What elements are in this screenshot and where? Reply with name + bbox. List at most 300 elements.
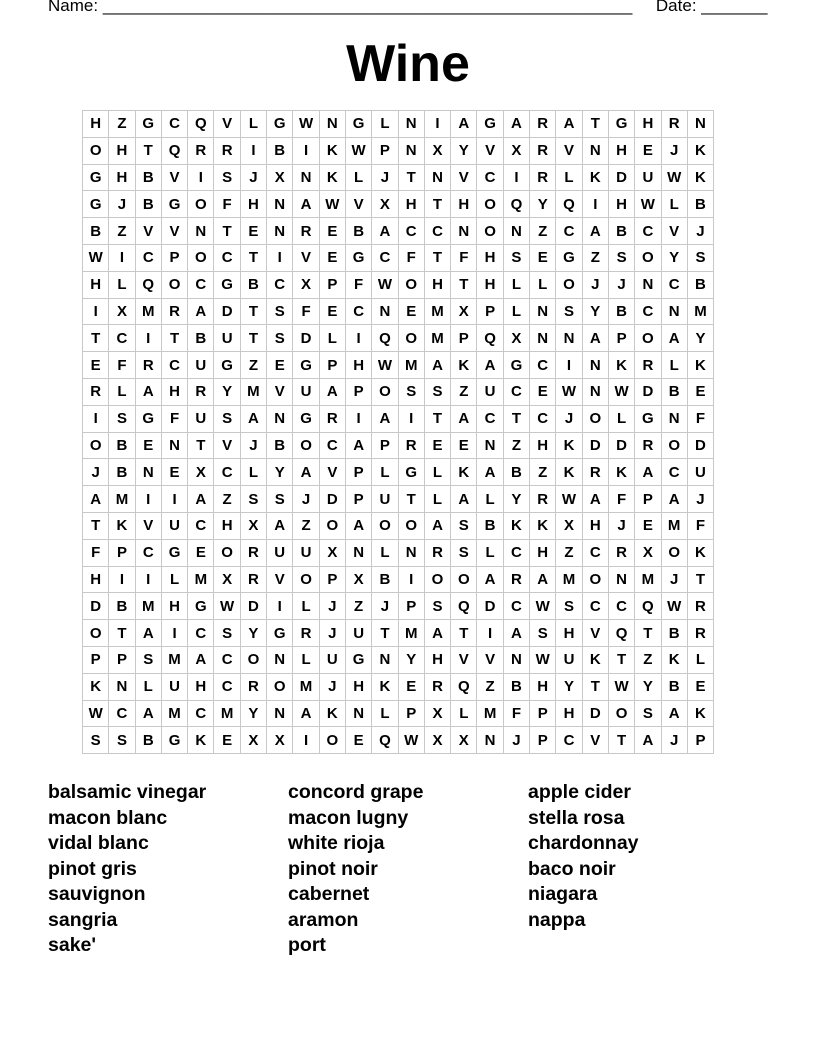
grid-cell: J	[319, 620, 345, 647]
grid-cell: J	[661, 566, 687, 593]
grid-cell: R	[530, 164, 556, 191]
grid-cell: R	[240, 539, 266, 566]
grid-cell: L	[109, 271, 135, 298]
grid-cell: L	[556, 164, 582, 191]
word-list-item: niagara	[528, 883, 598, 905]
grid-cell: C	[503, 378, 529, 405]
grid-cell: C	[582, 593, 608, 620]
grid-cell: O	[161, 271, 187, 298]
grid-cell: X	[345, 566, 371, 593]
grid-cell: G	[503, 352, 529, 379]
grid-cell: A	[319, 378, 345, 405]
grid-cell: T	[135, 137, 161, 164]
grid-cell: G	[398, 459, 424, 486]
grid-cell: V	[267, 566, 293, 593]
grid-cell: D	[214, 298, 240, 325]
grid-cell: N	[398, 137, 424, 164]
grid-cell: X	[424, 700, 450, 727]
grid-cell: Z	[240, 352, 266, 379]
grid-cell: K	[687, 700, 713, 727]
grid-cell: M	[135, 298, 161, 325]
grid-cell: S	[214, 405, 240, 432]
grid-cell: U	[293, 539, 319, 566]
grid-cell: O	[319, 512, 345, 539]
grid-cell: B	[345, 218, 371, 245]
grid-cell: L	[424, 459, 450, 486]
grid-cell: Y	[582, 298, 608, 325]
word-list-item: balsamic vinegar	[48, 781, 207, 803]
grid-cell: X	[372, 191, 398, 218]
grid-cell: Q	[503, 191, 529, 218]
grid-cell: M	[556, 566, 582, 593]
grid-cell: R	[161, 298, 187, 325]
grid-cell: D	[477, 593, 503, 620]
grid-cell: A	[451, 111, 477, 138]
grid-cell: R	[503, 566, 529, 593]
grid-cell: X	[293, 271, 319, 298]
grid-cell: B	[608, 218, 634, 245]
grid-cell: I	[188, 164, 214, 191]
grid-cell: R	[319, 405, 345, 432]
grid-cell: A	[582, 325, 608, 352]
word-list-item: stella rosa	[528, 806, 625, 829]
grid-cell: V	[582, 727, 608, 754]
word-list-item: macon blanc	[48, 806, 168, 829]
grid-cell: A	[556, 111, 582, 138]
grid-cell: P	[451, 325, 477, 352]
grid-cell: C	[556, 218, 582, 245]
grid-cell: Y	[240, 700, 266, 727]
grid-cell: E	[319, 298, 345, 325]
grid-cell: D	[608, 432, 634, 459]
grid-cell: E	[214, 727, 240, 754]
grid-cell: A	[293, 700, 319, 727]
grid-cell: O	[608, 700, 634, 727]
grid-row	[83, 512, 714, 539]
grid-cell: C	[556, 727, 582, 754]
grid-cell: F	[687, 512, 713, 539]
grid-cell: C	[477, 405, 503, 432]
grid-cell: L	[687, 646, 713, 673]
grid-cell: B	[240, 271, 266, 298]
grid-cell: I	[398, 405, 424, 432]
grid-cell: M	[161, 646, 187, 673]
grid-cell: I	[109, 244, 135, 271]
word-search-grid	[82, 110, 714, 754]
grid-cell: L	[345, 164, 371, 191]
grid-cell: L	[372, 539, 398, 566]
grid-cell: X	[424, 137, 450, 164]
grid-cell: H	[556, 700, 582, 727]
word-list-item: sake'	[48, 934, 97, 956]
grid-cell: D	[83, 593, 109, 620]
grid-cell: H	[240, 191, 266, 218]
grid-cell: F	[398, 244, 424, 271]
grid-cell: P	[109, 646, 135, 673]
page-title: Wine	[346, 35, 470, 93]
grid-cell: T	[608, 727, 634, 754]
grid-cell: C	[161, 352, 187, 379]
grid-cell: P	[161, 244, 187, 271]
grid-cell: D	[240, 593, 266, 620]
grid-cell: K	[687, 539, 713, 566]
grid-cell: U	[687, 459, 713, 486]
grid-cell: L	[135, 673, 161, 700]
grid-cell: P	[635, 486, 661, 513]
grid-cell: N	[398, 539, 424, 566]
grid-cell: A	[293, 191, 319, 218]
grid-cell: W	[556, 378, 582, 405]
grid-cell: X	[267, 727, 293, 754]
grid-cell: M	[398, 352, 424, 379]
grid-cell: H	[582, 512, 608, 539]
grid-cell: L	[661, 352, 687, 379]
word-list-item: sauvignon	[48, 883, 146, 905]
grid-cell: T	[214, 218, 240, 245]
grid-cell: A	[188, 298, 214, 325]
grid-cell: X	[240, 727, 266, 754]
word-list-item: macon lugny	[288, 806, 409, 829]
grid-cell: L	[477, 486, 503, 513]
grid-cell: B	[109, 432, 135, 459]
grid-cell: K	[661, 646, 687, 673]
grid-cell: U	[293, 378, 319, 405]
grid-cell: K	[451, 459, 477, 486]
grid-cell: X	[635, 539, 661, 566]
grid-cell: S	[109, 727, 135, 754]
grid-cell: H	[424, 646, 450, 673]
grid-cell: J	[556, 405, 582, 432]
grid-cell: J	[608, 271, 634, 298]
grid-cell: N	[530, 325, 556, 352]
grid-cell: D	[582, 432, 608, 459]
grid-cell: L	[240, 459, 266, 486]
grid-cell: N	[267, 405, 293, 432]
grid-cell: Y	[687, 325, 713, 352]
grid-cell: A	[240, 405, 266, 432]
grid-cell: N	[582, 378, 608, 405]
grid-cell: L	[109, 378, 135, 405]
grid-cell: C	[109, 325, 135, 352]
grid-row	[83, 405, 714, 432]
grid-cell: R	[240, 566, 266, 593]
grid-cell: S	[556, 298, 582, 325]
grid-cell: J	[293, 486, 319, 513]
grid-cell: R	[530, 111, 556, 138]
grid-cell: A	[661, 700, 687, 727]
grid-cell: N	[503, 218, 529, 245]
grid-cell: C	[608, 593, 634, 620]
grid-cell: H	[214, 512, 240, 539]
grid-cell: A	[503, 111, 529, 138]
grid-cell: P	[109, 539, 135, 566]
grid-cell: Z	[109, 218, 135, 245]
grid-cell: R	[214, 137, 240, 164]
grid-cell: E	[635, 512, 661, 539]
grid-cell: A	[477, 566, 503, 593]
grid-cell: V	[135, 512, 161, 539]
grid-cell: U	[345, 620, 371, 647]
grid-cell: H	[477, 271, 503, 298]
grid-cell: W	[214, 593, 240, 620]
grid-cell: P	[530, 727, 556, 754]
grid-cell: C	[530, 405, 556, 432]
grid-cell: N	[345, 539, 371, 566]
grid-cell: B	[109, 459, 135, 486]
grid-cell: I	[345, 405, 371, 432]
grid-cell: I	[293, 137, 319, 164]
grid-cell: W	[83, 244, 109, 271]
grid-cell: C	[161, 111, 187, 138]
grid-row	[83, 593, 714, 620]
grid-cell: E	[451, 432, 477, 459]
grid-cell: N	[319, 111, 345, 138]
grid-cell: U	[188, 405, 214, 432]
grid-cell: W	[372, 352, 398, 379]
grid-row	[83, 432, 714, 459]
grid-cell: M	[161, 700, 187, 727]
grid-cell: A	[188, 646, 214, 673]
word-list-item: apple cider	[528, 781, 631, 803]
grid-cell: Z	[530, 218, 556, 245]
grid-cell: I	[398, 566, 424, 593]
grid-cell: C	[503, 539, 529, 566]
grid-cell: A	[372, 218, 398, 245]
grid-cell: H	[608, 191, 634, 218]
grid-cell: S	[267, 298, 293, 325]
grid-cell: O	[293, 432, 319, 459]
grid-cell: V	[345, 191, 371, 218]
grid-row	[83, 378, 714, 405]
grid-row	[83, 700, 714, 727]
grid-cell: D	[293, 325, 319, 352]
grid-cell: N	[608, 566, 634, 593]
grid-cell: N	[477, 432, 503, 459]
grid-cell: B	[661, 673, 687, 700]
grid-cell: A	[503, 620, 529, 647]
grid-cell: Y	[503, 486, 529, 513]
grid-cell: H	[188, 673, 214, 700]
grid-cell: L	[240, 111, 266, 138]
grid-cell: Q	[635, 593, 661, 620]
grid-cell: R	[293, 620, 319, 647]
grid-cell: J	[319, 593, 345, 620]
grid-cell: L	[608, 405, 634, 432]
grid-cell: J	[687, 218, 713, 245]
grid-cell: J	[240, 432, 266, 459]
grid-cell: K	[556, 432, 582, 459]
grid-cell: S	[424, 593, 450, 620]
grid-cell: G	[188, 593, 214, 620]
grid-cell: Y	[214, 378, 240, 405]
grid-cell: E	[687, 673, 713, 700]
grid-cell: L	[661, 191, 687, 218]
grid-cell: X	[424, 727, 450, 754]
grid-cell: C	[345, 298, 371, 325]
grid-cell: Q	[372, 727, 398, 754]
grid-cell: T	[424, 244, 450, 271]
grid-cell: Y	[240, 620, 266, 647]
grid-cell: Z	[451, 378, 477, 405]
grid-row	[83, 137, 714, 164]
grid-cell: L	[503, 298, 529, 325]
grid-cell: W	[661, 164, 687, 191]
grid-cell: Q	[135, 271, 161, 298]
grid-cell: P	[372, 137, 398, 164]
grid-cell: H	[345, 352, 371, 379]
grid-cell: I	[503, 164, 529, 191]
grid-cell: N	[293, 164, 319, 191]
grid-cell: F	[293, 298, 319, 325]
grid-cell: J	[661, 137, 687, 164]
grid-cell: W	[530, 593, 556, 620]
grid-cell: N	[451, 218, 477, 245]
grid-cell: G	[161, 539, 187, 566]
grid-cell: B	[687, 271, 713, 298]
grid-cell: H	[398, 191, 424, 218]
grid-cell: R	[135, 352, 161, 379]
grid-cell: G	[477, 111, 503, 138]
grid-cell: U	[161, 673, 187, 700]
grid-cell: P	[83, 646, 109, 673]
grid-cell: M	[424, 298, 450, 325]
grid-cell: F	[503, 700, 529, 727]
grid-cell: N	[661, 298, 687, 325]
grid-cell: V	[214, 111, 240, 138]
grid-cell: V	[161, 164, 187, 191]
grid-cell: X	[451, 298, 477, 325]
grid-cell: W	[83, 700, 109, 727]
grid-cell: I	[109, 566, 135, 593]
grid-cell: B	[608, 298, 634, 325]
grid-cell: Z	[345, 593, 371, 620]
grid-row	[83, 486, 714, 513]
grid-row	[83, 566, 714, 593]
grid-cell: M	[293, 673, 319, 700]
grid-cell: K	[319, 700, 345, 727]
grid-cell: N	[477, 727, 503, 754]
grid-cell: B	[109, 593, 135, 620]
grid-cell: P	[319, 271, 345, 298]
grid-cell: S	[135, 646, 161, 673]
grid-cell: U	[214, 325, 240, 352]
grid-cell: G	[267, 620, 293, 647]
grid-cell: Z	[556, 539, 582, 566]
grid-cell: S	[451, 512, 477, 539]
grid-cell: B	[661, 378, 687, 405]
grid-cell: T	[240, 325, 266, 352]
word-list-item: sangria	[48, 908, 118, 931]
grid-cell: P	[398, 593, 424, 620]
grid-cell: O	[83, 432, 109, 459]
grid-cell: H	[556, 620, 582, 647]
grid-cell: X	[503, 137, 529, 164]
grid-cell: Y	[635, 673, 661, 700]
grid-row	[83, 646, 714, 673]
grid-cell: W	[345, 137, 371, 164]
grid-cell: C	[661, 459, 687, 486]
grid-cell: S	[214, 164, 240, 191]
grid-cell: K	[608, 352, 634, 379]
grid-cell: C	[214, 459, 240, 486]
grid-cell: W	[608, 673, 634, 700]
grid-cell: O	[267, 673, 293, 700]
grid-row	[83, 111, 714, 138]
grid-cell: V	[161, 218, 187, 245]
grid-cell: T	[83, 512, 109, 539]
header-line	[48, 0, 768, 16]
date-line: _______	[701, 0, 768, 15]
grid-cell: N	[635, 271, 661, 298]
grid-cell: U	[161, 512, 187, 539]
grid-cell: S	[267, 486, 293, 513]
grid-cell: H	[635, 111, 661, 138]
grid-cell: H	[345, 673, 371, 700]
grid-cell: K	[319, 137, 345, 164]
grid-cell: W	[293, 111, 319, 138]
grid-cell: Z	[477, 673, 503, 700]
grid-cell: A	[372, 405, 398, 432]
grid-cell: G	[635, 405, 661, 432]
grid-cell: X	[267, 164, 293, 191]
grid-row	[83, 271, 714, 298]
grid-cell: V	[661, 218, 687, 245]
grid-cell: N	[372, 298, 398, 325]
grid-row	[83, 218, 714, 245]
grid-cell: K	[451, 352, 477, 379]
grid-cell: N	[530, 298, 556, 325]
grid-cell: M	[109, 486, 135, 513]
grid-cell: V	[477, 646, 503, 673]
grid-cell: I	[345, 325, 371, 352]
grid-cell: K	[687, 352, 713, 379]
grid-cell: A	[635, 727, 661, 754]
grid-cell: W	[398, 727, 424, 754]
grid-cell: N	[398, 111, 424, 138]
grid-cell: G	[214, 352, 240, 379]
word-list-item: chardonnay	[528, 832, 639, 854]
grid-cell: M	[188, 566, 214, 593]
grid-cell: R	[530, 486, 556, 513]
grid-cell: K	[188, 727, 214, 754]
grid-cell: M	[214, 700, 240, 727]
grid-cell: T	[109, 620, 135, 647]
grid-row	[83, 727, 714, 754]
grid-cell: P	[345, 486, 371, 513]
grid-cell: R	[582, 459, 608, 486]
grid-cell: G	[83, 164, 109, 191]
grid-cell: L	[293, 593, 319, 620]
grid-cell: T	[188, 432, 214, 459]
grid-cell: N	[267, 646, 293, 673]
grid-cell: M	[135, 593, 161, 620]
grid-cell: C	[267, 271, 293, 298]
grid-cell: A	[424, 512, 450, 539]
grid-cell: L	[503, 271, 529, 298]
grid-cell: D	[687, 432, 713, 459]
grid-cell: J	[503, 727, 529, 754]
grid-cell: U	[372, 486, 398, 513]
word-list-item: port	[288, 934, 326, 956]
grid-cell: A	[451, 486, 477, 513]
grid-cell: W	[556, 486, 582, 513]
grid-cell: H	[83, 566, 109, 593]
grid-cell: Q	[188, 111, 214, 138]
grid-cell: S	[608, 244, 634, 271]
grid-cell: B	[135, 164, 161, 191]
grid-cell: H	[530, 539, 556, 566]
grid-row	[83, 298, 714, 325]
